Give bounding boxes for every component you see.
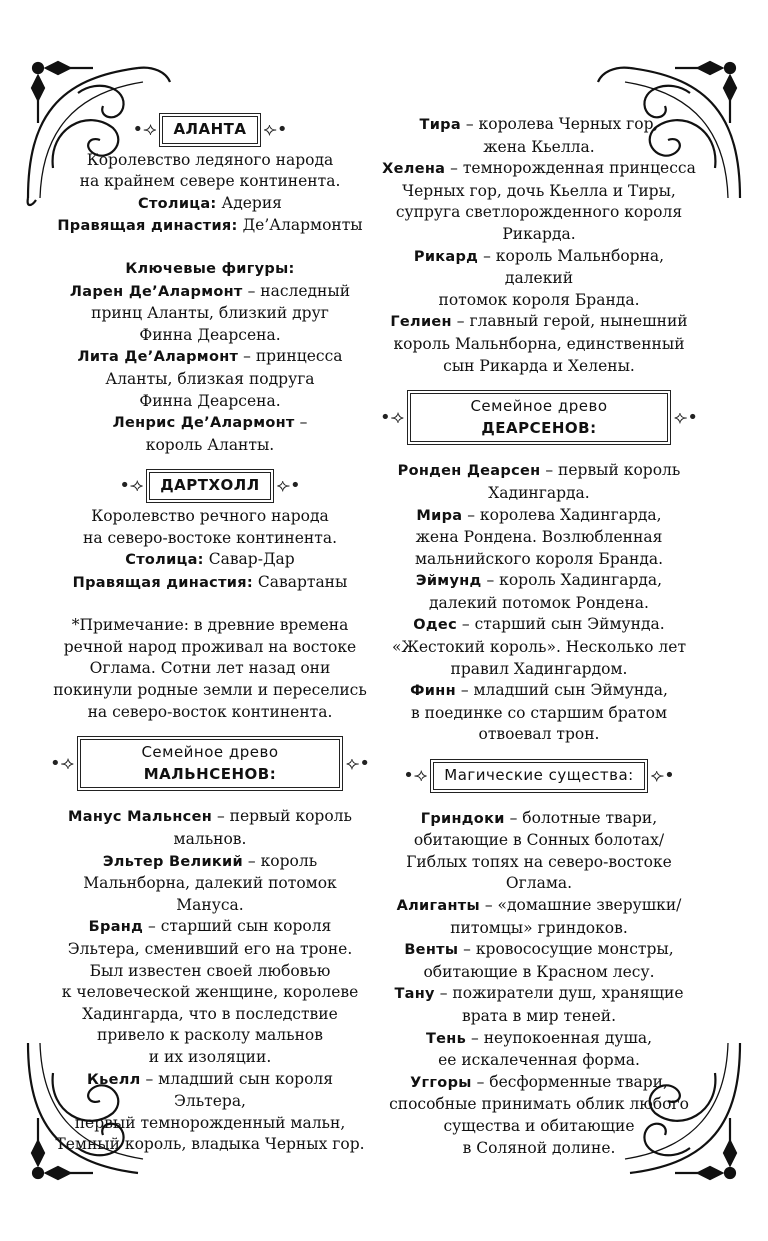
text-line: обитающие в Сонных болотах/ [413,831,665,850]
ornament-divider-icon: •⟢ [132,118,157,140]
ornament-divider-icon: •⟢ [119,475,144,497]
text-line: Рикарда. [502,224,576,243]
text-line: Правящая династия: Савартаны [72,572,348,591]
text-line: принц Аланты, близкий друг [91,304,329,323]
text-line: Оглама. [505,874,573,893]
section-title: Семейное древо ДЕАРСЕНОВ: [410,393,668,442]
text-line: мальнийского короля Бранда. [414,549,664,568]
text-line: в поединке со старшим братом [410,703,668,722]
text-line: Ронден Деарсен – первый король [397,461,681,480]
ornament-divider-icon: •⟢ [380,406,404,428]
note-line: *Примечание: в древние времена [71,616,349,635]
text-line: Лита Де’Алармонт – принцесса [77,347,343,366]
section-title: Семейное древо МАЛЬНСЕНОВ: [80,739,340,788]
ornament-divider-icon: ⟣• [346,752,370,774]
text-line: Рикард – король Мальнборна, далекий [413,246,665,288]
section-header-magic [380,762,698,790]
text-line: Тень – неупокоенная душа, [425,1028,653,1047]
text-line: Был известен своей любовью [89,961,331,980]
section-header-alanta [50,116,370,144]
ornament-divider-icon: ⟣• [276,475,301,497]
text-line: жена Рондена. Возлюбленная [415,528,663,547]
text-line: мальнов. [173,830,247,849]
text-line: «Жестокий король». Несколько лет [391,638,687,657]
text-line: Столица: Адерия [138,193,282,212]
text-line: Гиблых топях на северо-востоке [406,852,672,871]
text-line: Алиганты – «домашние зверушки/ [396,896,682,914]
text-line: король Мальнборна, единственный [393,334,685,353]
text-line: Столица: Савар-Дар [125,550,295,569]
text-line: на северо-востоке континента. [82,528,337,547]
text-line: Аланты, близкая подруга [105,369,315,388]
text-line: к человеческой женщине, королеве [61,983,359,1002]
text-line: Правящая династия: Де’Алармонты [57,216,363,235]
text-line: Хелена – темнорожденная принцесса [382,159,696,178]
text-line: Финна Деарсена. [139,325,281,344]
text-line: Эймунд – король Хадингарда, [415,571,663,590]
text-line: и их изоляции. [148,1047,272,1066]
section-header-malnsen [50,739,370,788]
text-line: Бранд – старший сын короля [88,917,332,936]
section-title: АЛАНТА [162,116,257,144]
text-line: Хадингарда. [488,483,590,502]
text-line: питомцы» гриндоков. [450,918,628,937]
text-line: Кьелл – младший сын короля Эльтера, [86,1069,334,1111]
text-line: существа и обитающие [443,1116,635,1135]
note-line: речной народ проживал на востоке [63,637,357,656]
text-line: правил Хадингардом. [450,659,628,678]
text-line: король Аланты. [145,435,275,454]
text-line: на крайнем севере континента. [79,172,341,191]
right-column [380,114,698,1159]
note-line: на северо-восток континента. [87,702,333,721]
text-line: Королевство ледяного народа [86,150,334,169]
text-line: Мануса. [176,895,244,914]
ornament-divider-icon: ⟣• [263,118,288,140]
text-line: в Соляной долине. [462,1138,616,1157]
text-line: Тану – пожиратели душ, хранящие [394,984,684,1003]
text-line: Уггоры – бесформенные твари, [410,1072,668,1091]
text-line: Мира – королева Хадингарда, [416,505,662,524]
text-line: потомок короля Бранда. [438,290,640,309]
text-line: Венты – кровососущие монстры, [404,940,674,959]
left-column [50,112,370,1156]
text-line: Эльтера, сменивший его на троне. [67,940,353,958]
ornament-divider-icon: ⟣• [674,406,698,428]
text-line: Эльтер Великий – король [102,851,318,870]
text-line: жена Кьелла. [483,137,595,156]
text-line: Гриндоки – болотные твари, [420,808,658,827]
ornament-divider-icon: •⟢ [403,764,428,786]
text-line: отвоевал трон. [478,725,600,744]
text-line: привело к расколу мальнов [97,1026,323,1045]
text-line: первый темнорожденный мальн, [74,1113,346,1132]
text-line: Тира – королева Черных гор, [419,115,659,133]
section-header-darthall [50,472,370,500]
text-line: Финна Деарсена. [139,391,281,410]
text-line: Ларен Де’Алармонт – наследный [69,281,351,300]
section-title: ДАРТХОЛЛ [149,472,270,500]
note-line: покинули родные земли и переселись [53,681,367,700]
text-line: ее искалеченная форма. [438,1051,640,1070]
section-title: Магические существа: [433,762,644,790]
text-line: обитающие в Красном лесу. [423,962,655,981]
text-line: Гелиен – главный герой, нынешний [390,312,688,331]
text-line: врата в мир теней. [461,1006,617,1025]
subheading: Ключевые фигуры: [125,260,295,277]
section-header-dearsen [380,393,698,442]
text-line: Финн – младший сын Эймунда, [410,681,668,700]
text-line: далекий потомок Рондена. [429,593,649,612]
note-line: Оглама. Сотни лет назад они [89,659,331,678]
text-line: сын Рикарда и Хелены. [443,356,635,375]
text-line: Одес – старший сын Эймунда. [413,615,665,634]
text-line: Королевство речного народа [91,506,329,525]
text-line: Мальнборна, далекий потомок [83,874,337,893]
text-line: способные принимать облик любого [389,1095,689,1114]
text-line: Темный король, владыка Черных гор. [55,1135,365,1154]
text-line: Ленрис Де’Алармонт – [112,413,308,432]
text-line: Манус Мальнсен – первый король [68,807,352,826]
text-line: супруга светлорожденного короля [395,203,683,222]
text-line: Хадингарда, что в последствие [82,1004,338,1023]
text-line: Черных гор, дочь Кьелла и Тиры, [402,181,676,200]
ornament-divider-icon: •⟢ [50,752,74,774]
ornament-divider-icon: ⟣• [650,764,675,786]
